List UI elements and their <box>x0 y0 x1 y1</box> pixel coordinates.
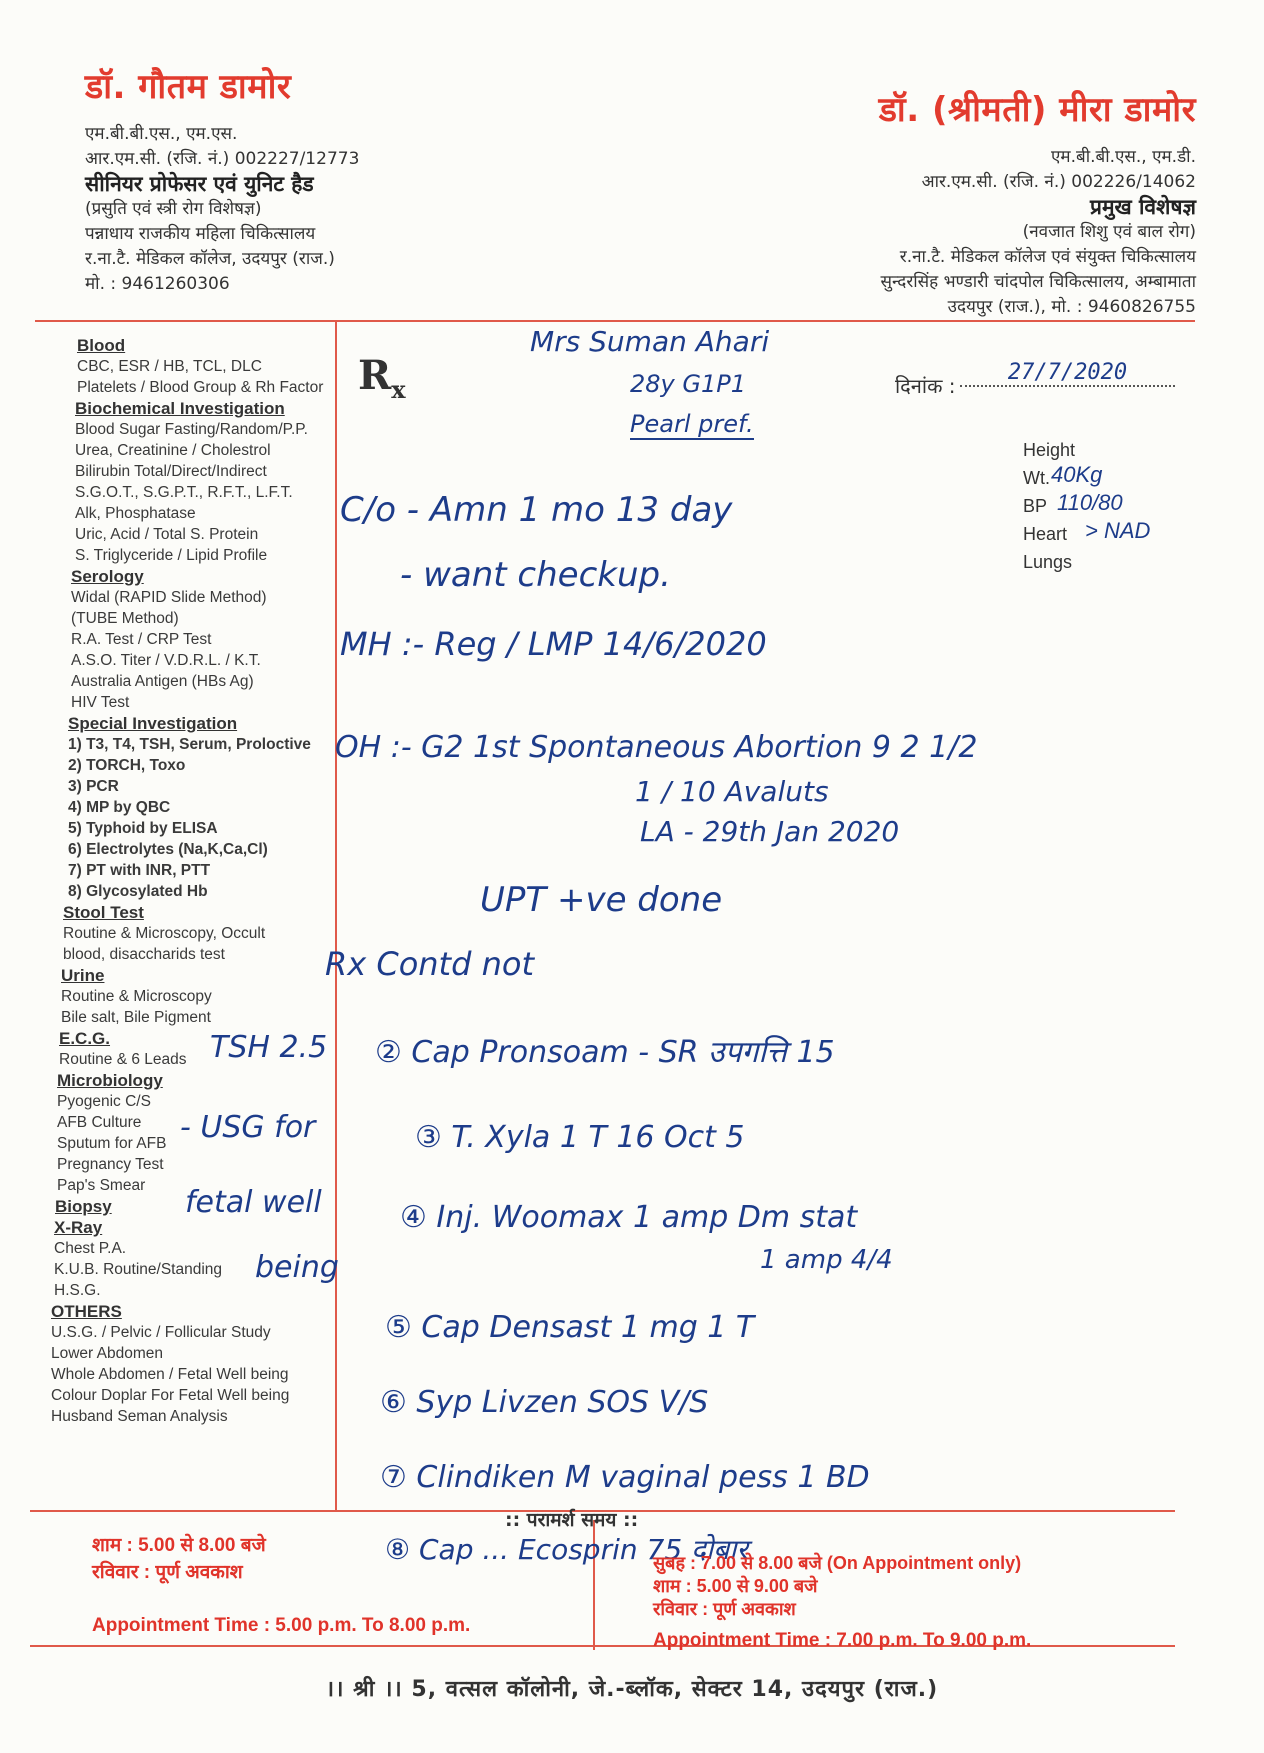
test-item: H.S.G. <box>54 1282 101 1299</box>
hw-usg: - USG for <box>180 1110 316 1145</box>
test-item: Uric, Acid / Total S. Protein <box>75 526 259 543</box>
test-section-stool <box>63 902 338 965</box>
footer-right-evening: शाम : 5.00 से 9.00 बजे <box>653 1576 818 1596</box>
footer-left-evening: शाम : 5.00 से 8.00 बजे <box>92 1535 266 1556</box>
doctor-right-mobile: उदयपुर (राज.), मो. : 9460826755 <box>947 297 1196 317</box>
doctor-left-college: र.ना.टै. मेडिकल कॉलेज, उदयपुर (राज.) <box>85 249 335 269</box>
hw-patient-name: Mrs Suman Ahari <box>530 325 770 358</box>
test-item: 3) PCR <box>68 778 119 795</box>
doctor-right-hospital: सुन्दरसिंह भण्डारी चांदपोल चिकित्सालय, अम्बामाता <box>880 272 1196 292</box>
test-item: S. Triglyceride / Lipid Profile <box>75 547 268 564</box>
hw-obstetric-history-2: 1 / 10 Avaluts <box>635 775 829 808</box>
doctor-right-degree: एम.बी.बी.एस., एम.डी. <box>1051 147 1196 167</box>
hw-medicine-2: ② Cap Pronsoam - SR उपगत्ति 15 <box>375 1035 835 1070</box>
test-item: AFB Culture <box>57 1114 142 1131</box>
test-section-title: Stool Test <box>63 903 144 922</box>
test-section-biochemical <box>75 398 338 566</box>
vital-lungs: Lungs <box>1023 552 1073 572</box>
test-item: Lower Abdomen <box>51 1345 164 1362</box>
vital-height: Height <box>1023 440 1076 460</box>
vitals-block <box>1023 440 1151 580</box>
test-section-title: OTHERS <box>51 1302 122 1321</box>
test-item: Widal (RAPID Slide Method) <box>71 589 267 606</box>
test-section-title: Biochemical Investigation <box>75 399 285 418</box>
doctor-left-hospital: पन्नाधाय राजकीय महिला चिकित्सालय <box>85 224 316 244</box>
doctor-right-reg: आर.एम.सी. (रजि. नं.) 002226/14062 <box>921 172 1196 192</box>
test-item: HIV Test <box>71 694 130 711</box>
doctor-left-mobile: मो. : 9461260306 <box>85 274 230 294</box>
test-section-title: X-Ray <box>54 1218 103 1237</box>
rx-symbol: $R_x$ <box>358 352 406 404</box>
test-section-blood <box>77 335 338 398</box>
test-item: Colour Doplar For Fetal Well being <box>51 1387 290 1404</box>
footer-right-appointment: Appointment Time : 7.00 p.m. To 9.00 p.m. <box>653 1630 1032 1651</box>
test-item: Routine & 6 Leads <box>59 1051 187 1068</box>
hw-medicine-7: ⑦ Clindiken M vaginal pess 1 BD <box>380 1460 870 1495</box>
footer-left-sunday: रविवार : पूर्ण अवकाश <box>92 1562 243 1583</box>
test-item: Pregnancy Test <box>57 1156 164 1173</box>
test-item: (TUBE Method) <box>71 610 179 627</box>
test-item: 4) MP by QBC <box>68 799 171 816</box>
vital-bp: BP 110/80 <box>1023 490 1123 516</box>
hw-menstrual-history: MH :- Reg / LMP 14/6/2020 <box>340 625 767 663</box>
doctor-right-title: प्रमुख विशेषज्ञ <box>1090 195 1196 219</box>
doctor-right-specialty: (नवजात शिशु एवं बाल रोग) <box>1022 222 1196 242</box>
doctor-left-header <box>85 62 505 297</box>
test-section-title: Microbiology <box>57 1071 163 1090</box>
hw-medicine-6: ⑥ Syp Livzen SOS V/S <box>380 1385 709 1420</box>
hw-upt: UPT +ve done <box>480 880 723 920</box>
footer-left-timings <box>92 1532 470 1639</box>
test-section-others <box>51 1301 338 1427</box>
hw-obstetric-history-3: LA - 29th Jan 2020 <box>640 815 900 848</box>
hw-medicine-8: ⑧ Cap ... Ecosprin 75 दोबार <box>385 1533 748 1566</box>
test-item: Bilirubin Total/Direct/Indirect <box>75 463 267 480</box>
test-item: blood, disaccharids test <box>63 946 225 963</box>
test-item: CBC, ESR / HB, TCL, DLC <box>77 358 262 375</box>
test-item: Pap's Smear <box>57 1177 146 1194</box>
consultation-time-label: :: परामर्श समय :: <box>505 1509 639 1531</box>
doctor-left-title: सीनियर प्रोफेसर एवं युनिट हैड <box>85 172 314 196</box>
test-section-title: Special Investigation <box>68 714 238 733</box>
vital-weight: Wt. 40Kg <box>1023 462 1103 488</box>
test-section-special <box>68 713 338 902</box>
test-item: 6) Electrolytes (Na,K,Ca,Cl) <box>68 841 268 858</box>
footer-right-timings <box>653 1552 1031 1654</box>
vital-heart: Heart > NAD <box>1023 518 1151 544</box>
test-item: Chest P.A. <box>54 1240 127 1257</box>
test-section-title: Serology <box>71 567 144 586</box>
test-item: U.S.G. / Pelvic / Follicular Study <box>51 1324 271 1341</box>
clinic-address: ।। श्री ।। 5, वत्सल कॉलोनी, जे.-ब्लॉक, सेक्टर 14, उदयपुर (राज.) <box>325 1677 939 1702</box>
test-item: Sputum for AFB <box>57 1135 167 1152</box>
test-item: Bile salt, Bile Pigment <box>61 1009 211 1026</box>
doctor-right-name: डॉ. (श्रीमती) मीरा डामोर <box>878 90 1196 130</box>
footer-right-morning: सुबह : 7.00 से 8.00 बजे (On Appointment only) <box>653 1553 1022 1573</box>
footer-right-sunday: रविवार : पूर्ण अवकाश <box>653 1599 796 1619</box>
hw-medicine-4b: 1 amp 4/4 <box>760 1245 893 1275</box>
hw-complaint-1: C/o - Amn 1 mo 13 day <box>340 490 733 530</box>
test-item: Urea, Creatinine / Cholestrol <box>75 442 271 459</box>
test-item: K.U.B. Routine/Standing <box>54 1261 223 1278</box>
test-item: Blood Sugar Fasting/Random/P.P. <box>75 421 308 438</box>
test-section-title: Urine <box>61 966 105 985</box>
test-section-title: E.C.G. <box>59 1029 111 1048</box>
doctor-right-college: र.ना.टै. मेडिकल कॉलेज एवं संयुक्त चिकित्सालय <box>899 247 1196 267</box>
test-item: A.S.O. Titer / V.D.R.L. / K.T. <box>71 652 261 669</box>
test-item: Alk, Phosphatase <box>75 505 196 522</box>
date-value: 27/7/2020 <box>960 360 1175 387</box>
doctor-left-name: डॉ. गौतम डामोर <box>85 67 292 107</box>
hw-medicine-3: ③ T. Xyla 1 T 16 Oct 5 <box>415 1120 745 1155</box>
test-item: Australia Antigen (HBs Ag) <box>71 673 254 690</box>
doctor-left-reg: आर.एम.सी. (रजि. नं.) 002227/12773 <box>85 149 360 169</box>
hw-advice: Rx Contd not <box>325 945 534 983</box>
hw-medicine-5: ⑤ Cap Densast 1 mg 1 T <box>385 1310 755 1345</box>
test-section-title: Biopsy <box>55 1197 112 1216</box>
test-item: 1) T3, T4, TSH, Serum, Proloctive <box>68 736 311 753</box>
test-section-urine <box>61 965 338 1028</box>
test-item: 5) Typhoid by ELISA <box>68 820 218 837</box>
test-section-serology <box>71 566 338 713</box>
test-item: 8) Glycosylated Hb <box>68 883 208 900</box>
hw-complaint-2: - want checkup. <box>400 555 671 595</box>
hw-tsh: TSH 2.5 <box>210 1030 328 1065</box>
test-item: 2) TORCH, Toxo <box>68 757 186 774</box>
test-item: Whole Abdomen / Fetal Well being <box>51 1366 289 1383</box>
test-item: Routine & Microscopy, Occult <box>63 925 266 942</box>
test-item: Husband Seman Analysis <box>51 1408 228 1425</box>
hw-medicine-4: ④ Inj. Woomax 1 amp Dm stat <box>400 1200 858 1235</box>
test-item: R.A. Test / CRP Test <box>71 631 212 648</box>
test-item: Platelets / Blood Group & Rh Factor <box>77 379 324 396</box>
hw-obstetric-history-1: OH :- G2 1st Spontaneous Abortion 9 2 1/2 <box>335 730 978 765</box>
test-item: Pyogenic C/S <box>57 1093 151 1110</box>
date-label: दिनांक : <box>895 374 956 398</box>
test-section-title: Blood <box>77 336 126 355</box>
hw-being: being <box>255 1250 339 1285</box>
test-item: S.G.O.T., S.G.P.T., R.F.T., L.F.T. <box>75 484 293 501</box>
hw-fetal: fetal well <box>185 1185 322 1220</box>
hw-age: 28y G1P1 <box>630 370 746 398</box>
doctor-left-degree: एम.बी.बी.एस., एम.एस. <box>85 124 238 144</box>
footer-left-appointment: Appointment Time : 5.00 p.m. To 8.00 p.m. <box>92 1615 471 1636</box>
header-divider <box>35 320 1195 322</box>
test-item: 7) PT with INR, PTT <box>68 862 211 879</box>
test-item: Routine & Microscopy <box>61 988 212 1005</box>
doctor-right-header <box>676 85 1196 320</box>
doctor-left-specialty: (प्रसुति एवं स्त्री रोग विशेषज्ञ) <box>85 199 262 219</box>
hw-note: Pearl pref. <box>630 410 754 438</box>
